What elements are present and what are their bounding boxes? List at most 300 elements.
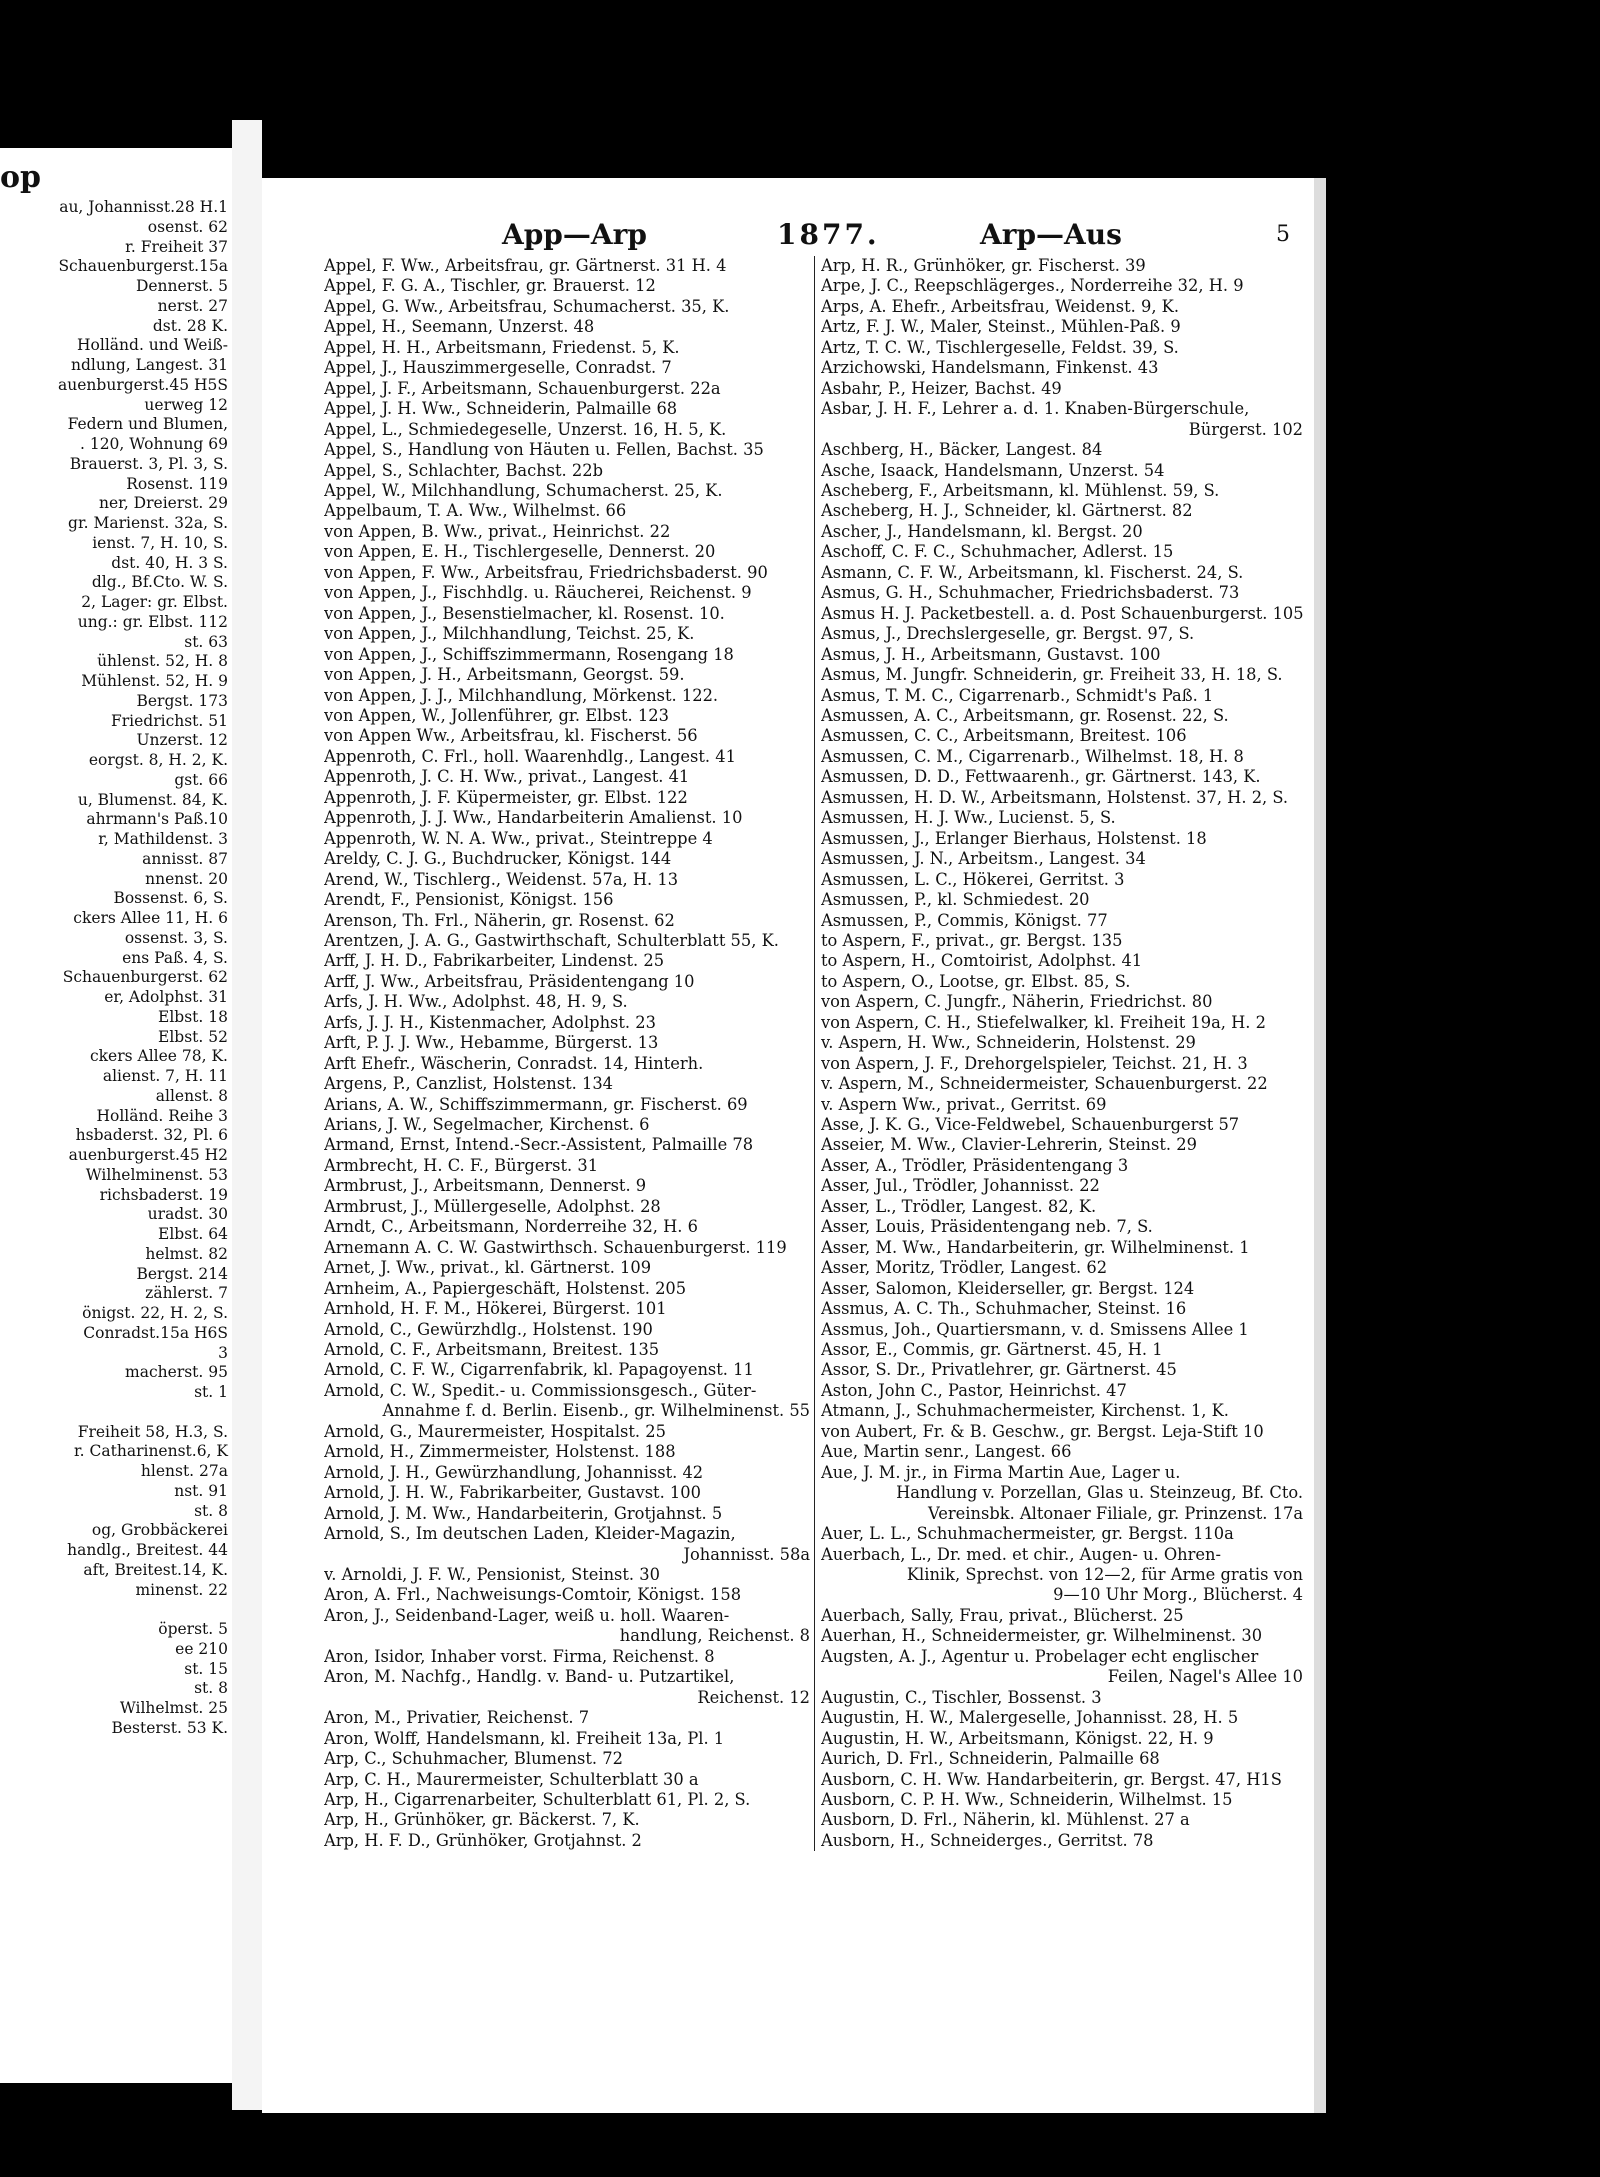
directory-entry [821, 1340, 1307, 1360]
directory-entry [821, 1258, 1307, 1278]
entry-continuation: Klinik, Sprechst. von 12—2, für Arme gratis von [906, 1565, 1304, 1584]
directory-entry [821, 726, 1307, 746]
entry-text: Appel, F. Ww., Arbeitsfrau, gr. Gärtnerst. 31 H. 4 [324, 256, 727, 275]
left-page-line: ahrmann's Paß.10 [86, 810, 228, 829]
directory-entry [324, 420, 814, 440]
entry-text: Arnold, C. F., Arbeitsmann, Breitest. 135 [324, 1340, 660, 1360]
directory-entry [324, 665, 814, 685]
entry-text: Asmus H. J. Packetbestell. a. d. Post Schauenburgerst. 105 [821, 603, 1304, 623]
directory-entry [821, 911, 1307, 931]
entry-text: Aston, John C., Pastor, Heinrichst. 47 [821, 1380, 1127, 1400]
entry-text: Asmussen, L. C., Hökerei, Gerritst. 3 [821, 869, 1125, 889]
entry-text: Arnold, C., Gewürzhdlg., Holstenst. 190 [324, 1319, 653, 1339]
directory-entry [821, 338, 1307, 358]
left-page-line: er, Adolphst. 31 [104, 988, 228, 1006]
left-page-line: u, Blumenst. 84, K. [77, 790, 228, 809]
directory-entry [821, 1401, 1307, 1421]
left-page-line: Unzerst. 12 [136, 731, 228, 750]
entry-text: Armbrust, J., Arbeitsmann, Dennerst. 9 [324, 1176, 647, 1196]
directory-entry [324, 1422, 814, 1442]
left-page-line: Mühlenst. 52, H. 9 [81, 672, 228, 690]
left-page-line: Bergst. 173 [136, 691, 228, 710]
entry-text: Asche, Isaack, Handelsmann, Unzerst. 54 [821, 460, 1165, 480]
entry-text: Assmus, Joh., Quartiersmann, v. d. Smissens Allee 1 [821, 1319, 1249, 1339]
directory-entry [821, 1708, 1307, 1728]
directory-entry [324, 1360, 814, 1380]
entry-text: Asmussen, P., Commis, Königst. 77 [821, 910, 1108, 930]
directory-entry [324, 563, 814, 583]
entry-text: Appelbaum, T. A. Ww., Wilhelmst. 66 [324, 501, 627, 521]
directory-entry [324, 1279, 814, 1299]
left-page-line: og, Grobbäckerei [91, 1521, 228, 1540]
directory-entry [324, 1483, 814, 1503]
header-year: 1877. [777, 218, 880, 251]
left-page-line: hsbaderst. 32, Pl. 6 [75, 1126, 228, 1145]
left-page-line: nst. 91 [174, 1481, 228, 1500]
entry-text: Asmus, M. Jungfr. Schneiderin, gr. Freiheit 33, H. 18, S. [821, 665, 1283, 685]
directory-entry [821, 256, 1307, 276]
entry-text: von Appen, J. H., Arbeitsmann, Georgst. 59. [324, 665, 685, 685]
entry-text: Asmussen, P., kl. Schmiedest. 20 [821, 890, 1090, 910]
left-page-line: auenburgerst.45 H5S [58, 375, 228, 394]
left-page-line: nerst. 27 [157, 296, 228, 315]
directory-entry [324, 481, 814, 501]
entry-text: Armbrust, J., Müllergeselle, Adolphst. 28 [324, 1196, 661, 1216]
entry-text: Artz, T. C. W., Tischlergeselle, Feldst. 39, S. [821, 337, 1179, 357]
entry-text: Asmussen, J., Erlanger Bierhaus, Holstenst. 18 [821, 828, 1207, 848]
entry-text: v. Aspern, M., Schneidermeister, Schauenburgerst. 22 [821, 1074, 1268, 1094]
entry-text: Arendt, F., Pensionist, Königst. 156 [324, 890, 614, 910]
left-page-line: 2, Lager: gr. Elbst. [81, 593, 228, 611]
directory-column-right [814, 256, 1307, 1851]
right-page [262, 178, 1314, 2113]
directory-entry [324, 1095, 814, 1115]
entry-text: Asser, M. Ww., Handarbeiterin, gr. Wilhelminenst. 1 [821, 1237, 1250, 1257]
entry-text: Asmus, J. H., Arbeitsmann, Gustavst. 100 [821, 644, 1161, 664]
left-page-line: zählerst. 7 [145, 1284, 228, 1303]
entry-text: von Aspern, J. F., Drehorgelspieler, Teichst. 21, H. 3 [821, 1053, 1248, 1073]
left-page-line: hlenst. 27a [140, 1462, 228, 1480]
directory-entry [324, 1647, 814, 1667]
left-page-line: ossenst. 3, S. [124, 928, 228, 947]
left-page-line: aft, Breitest.14, K. [83, 1560, 228, 1579]
left-page-line: Elbst. 18 [158, 1007, 228, 1026]
entry-text: Asser, Jul., Trödler, Johannisst. 22 [821, 1176, 1100, 1196]
entry-text: Arnold, C. W., Spedit.- u. Commissionsgesch., Güter- [324, 1380, 757, 1400]
entry-text: Appel, L., Schmiedegeselle, Unzerst. 16, H. 5, K. [324, 419, 727, 439]
left-page-line: gst. 66 [174, 770, 228, 789]
entry-text: Aron, M., Privatier, Reichenst. 7 [324, 1708, 590, 1728]
left-page-line: osenst. 62 [147, 217, 228, 236]
left-page-line: gr. Marienst. 32a, S. [68, 514, 228, 532]
left-page-line: ndlung, Langest. 31 [71, 356, 228, 374]
directory-entry [324, 1320, 814, 1340]
entry-text: Aron, J., Seidenband-Lager, weiß u. holl. Waaren- [324, 1605, 730, 1625]
directory-entry [324, 358, 814, 378]
directory-entry [821, 972, 1307, 992]
directory-entry [821, 1013, 1307, 1033]
directory-entry [821, 1299, 1307, 1319]
directory-entry [324, 1217, 814, 1237]
left-page-line: Elbst. 52 [158, 1027, 228, 1046]
directory-entry [821, 1156, 1307, 1176]
left-page-line: dst. 28 K. [152, 316, 228, 335]
directory-entry [324, 870, 814, 890]
directory-entry [821, 379, 1307, 399]
left-page-line: allenst. 8 [155, 1086, 228, 1105]
directory-entry [821, 1463, 1307, 1524]
entry-text: Auerbach, L., Dr. med. et chir., Augen- u. Ohren- [821, 1544, 1222, 1564]
directory-entry [324, 1524, 814, 1565]
directory-entry [821, 1217, 1307, 1237]
directory-entry [821, 1381, 1307, 1401]
entry-continuation: Handlung v. Porzellan, Glas u. Steinzeug, Bf. Cto. [896, 1483, 1304, 1503]
directory-entry [821, 1422, 1307, 1442]
left-page-line: r. Catharinenst.6, K [73, 1442, 228, 1461]
header-range-left: App—Arp [502, 218, 647, 251]
left-page-line: Friedrichst. 51 [110, 711, 228, 730]
entry-text: to Aspern, F., privat., gr. Bergst. 135 [821, 930, 1123, 950]
entry-text: Atmann, J., Schuhmachermeister, Kirchenst. 1, K. [821, 1401, 1229, 1421]
entry-text: Assmus, A. C. Th., Schuhmacher, Steinst. 16 [821, 1299, 1187, 1319]
directory-entry [324, 1156, 814, 1176]
directory-entry [324, 645, 814, 665]
entry-text: Ascheberg, H. J., Schneider, kl. Gärtnerst. 82 [821, 501, 1193, 521]
entry-text: Asmus, T. M. C., Cigarrenarb., Schmidt's Paß. 1 [821, 685, 1214, 705]
entry-text: Aron, A. Frl., Nachweisungs-Comtoir, Königst. 158 [324, 1585, 742, 1605]
directory-entry [324, 1749, 814, 1769]
left-page-line: alienst. 7, H. 11 [102, 1067, 228, 1085]
directory-entry [821, 788, 1307, 808]
entry-text: Arnold, H., Zimmermeister, Holstenst. 188 [324, 1442, 676, 1462]
entry-text: Appel, H., Seemann, Unzerst. 48 [324, 317, 595, 337]
directory-entry [821, 1115, 1307, 1135]
entry-continuation: Johannisst. 58a [683, 1544, 811, 1564]
entry-text: Arnold, J. H., Gewürzhandlung, Johannisst. 42 [324, 1462, 704, 1482]
directory-entry [324, 1790, 814, 1810]
left-page-lines [0, 160, 232, 1739]
entry-text: von Appen, J., Fischhdlg. u. Räucherei, Reichenst. 9 [324, 583, 752, 603]
left-page-line: macherst. 95 [125, 1363, 228, 1382]
entry-text: Ausborn, H., Schneiderges., Gerritst. 78 [821, 1830, 1154, 1850]
entry-text: Aue, Martin senr., Langest. 66 [821, 1442, 1072, 1462]
directory-entry [324, 1238, 814, 1258]
directory-entry [821, 1197, 1307, 1217]
directory-entry [324, 583, 814, 603]
entry-continuation: Annahme f. d. Berlin. Eisenb., gr. Wilhelminenst. 55 [382, 1401, 811, 1421]
directory-entry [324, 542, 814, 562]
entry-text: Asmussen, C. C., Arbeitsmann, Breitest. 106 [821, 726, 1187, 746]
entry-text: to Aspern, H., Comtoirist, Adolphst. 41 [821, 951, 1143, 971]
header-range-right: Arp—Aus [980, 218, 1122, 251]
directory-entry [821, 1831, 1307, 1851]
directory-entry [821, 358, 1307, 378]
directory-entry [821, 808, 1307, 828]
left-page-line: r, Mathildenst. 3 [98, 830, 228, 848]
entry-text: Ascheberg, F., Arbeitsmann, kl. Mühlenst. 59, S. [821, 480, 1220, 500]
left-page-line: ung.: gr. Elbst. 112 [77, 612, 228, 631]
entry-text: Appel, J., Hauszimmergeselle, Conradst. 7 [324, 358, 672, 378]
left-page-line: st. 15 [184, 1659, 228, 1678]
directory-entry [821, 890, 1307, 910]
directory-entry [324, 1135, 814, 1155]
left-page-line: nnenst. 20 [145, 869, 228, 888]
entry-text: Arpe, J. C., Reepschlägerges., Norderreihe 32, H. 9 [821, 276, 1244, 296]
page-number: 5 [1276, 222, 1290, 247]
directory-entry [324, 1708, 814, 1728]
left-page-line: r. Freiheit 37 [125, 237, 228, 256]
entry-text: Asser, L., Trödler, Langest. 82, K. [821, 1196, 1097, 1216]
left-page-line: auenburgerst.45 H2 [68, 1146, 228, 1164]
directory-entry [324, 624, 814, 644]
left-page-line: uerweg 12 [144, 395, 228, 414]
entry-text: Asser, A., Trödler, Präsidentengang 3 [821, 1155, 1129, 1175]
entry-text: Augustin, H. W., Arbeitsmann, Königst. 22, H. 9 [821, 1728, 1214, 1748]
entry-text: von Appen, B. Ww., privat., Heinrichst. 22 [324, 521, 671, 541]
left-page-line: önigst. 22, H. 2, S. [82, 1304, 228, 1322]
entry-text: Ausborn, C. H. Ww. Handarbeiterin, gr. Bergst. 47, H1S [821, 1769, 1282, 1789]
left-page-line: eorgst. 8, H. 2, K. [88, 751, 228, 769]
directory-entry [821, 1626, 1307, 1646]
directory-entry [324, 788, 814, 808]
entry-text: Artz, F. J. W., Maler, Steinst., Mühlen-Paß. 9 [821, 317, 1181, 337]
left-page-line: 3 [218, 1343, 228, 1362]
entry-text: von Appen, E. H., Tischlergeselle, Dennerst. 20 [324, 542, 716, 562]
entry-text: Asser, Moritz, Trödler, Langest. 62 [821, 1258, 1108, 1278]
entry-text: Asmussen, D. D., Fettwaarenh., gr. Gärtnerst. 143, K. [821, 767, 1261, 787]
left-page-line: Rosenst. 119 [126, 474, 228, 493]
left-page-line: au, Johannisst.28 H.1 [59, 198, 228, 216]
left-page-line: ienst. 7, H. 10, S. [92, 533, 228, 552]
entry-text: Arenson, Th. Frl., Näherin, gr. Rosenst. 62 [324, 910, 675, 930]
left-page-line: . 120, Wohnung 69 [79, 435, 228, 453]
directory-entry [324, 1033, 814, 1053]
entry-text: Arnet, J. Ww., privat., kl. Gärtnerst. 109 [324, 1258, 652, 1278]
entry-continuation: Feilen, Nagel's Allee 10 [1107, 1667, 1304, 1687]
entry-text: Appel, J. F., Arbeitsmann, Schauenburgerst. 22a [324, 378, 721, 398]
left-page-line: handlg., Breitest. 44 [67, 1541, 228, 1559]
left-page-line: Bergst. 214 [136, 1264, 228, 1283]
directory-entry [324, 1463, 814, 1483]
directory-entry [324, 399, 814, 419]
entry-text: v. Arnoldi, J. F. W., Pensionist, Steinst. 30 [324, 1565, 660, 1584]
entry-text: Appel, S., Handlung von Häuten u. Fellen, Bachst. 35 [324, 440, 764, 460]
directory-entry [324, 931, 814, 951]
entry-text: Arend, W., Tischlerg., Weidenst. 57a, H. 13 [324, 869, 679, 889]
entry-text: Aschoff, C. F. C., Schuhmacher, Adlerst. 15 [821, 542, 1174, 562]
left-page-line: Wilhelminenst. 53 [85, 1165, 228, 1184]
directory-entry [821, 542, 1307, 562]
entry-text: Appenroth, J. F. Küpermeister, gr. Elbst. 122 [324, 787, 688, 807]
directory-entry [324, 1667, 814, 1708]
directory-entry [324, 256, 814, 276]
directory-entry [821, 706, 1307, 726]
directory-entry [821, 440, 1307, 460]
entry-text: Arnold, G., Maurermeister, Hospitalst. 25 [324, 1421, 666, 1441]
left-page-line: Federn und Blumen, [67, 415, 228, 434]
entry-text: Assor, S. Dr., Privatlehrer, gr. Gärtnerst. 45 [821, 1360, 1177, 1380]
left-page-line: dst. 40, H. 3 S. [111, 553, 228, 572]
entry-text: Augustin, C., Tischler, Bossenst. 3 [821, 1687, 1102, 1707]
left-page-line: öperst. 5 [158, 1620, 228, 1638]
directory-entry [821, 645, 1307, 665]
directory-entry [324, 726, 814, 746]
entry-text: Arnemann A. C. W. Gastwirthsch. Schauenburgerst. 119 [324, 1237, 787, 1257]
directory-entry [821, 481, 1307, 501]
directory-entry [821, 1442, 1307, 1462]
entry-text: Auerbach, Sally, Frau, privat., Blücherst. 25 [821, 1605, 1184, 1625]
entry-text: Arndt, C., Arbeitsmann, Norderreihe 32, H. 6 [324, 1217, 698, 1237]
entry-text: Arff, J. Ww., Arbeitsfrau, Präsidentengang 10 [324, 971, 695, 991]
entry-text: Aron, Wolff, Handelsmann, kl. Freiheit 13a, Pl. 1 [324, 1728, 725, 1748]
directory-entry [821, 1545, 1307, 1606]
directory-entry [821, 1647, 1307, 1688]
entry-text: Arps, A. Ehefr., Arbeitsfrau, Weidenst. 9, K. [821, 296, 1180, 316]
entry-text: Arnold, J. H. W., Fabrikarbeiter, Gustavst. 100 [324, 1483, 701, 1503]
entry-text: Asseier, M. Ww., Clavier-Lehrerin, Steinst. 29 [821, 1135, 1197, 1155]
entry-text: Armand, Ernst, Intend.-Secr.-Assistent, Palmaille 78 [324, 1135, 754, 1155]
entry-text: Asse, J. K. G., Vice-Feldwebel, Schauenburgerst 57 [821, 1115, 1240, 1135]
page-edge [1314, 178, 1326, 2113]
entry-continuation: 9—10 Uhr Morg., Blücherst. 4 [1053, 1585, 1304, 1605]
entry-text: Areldy, C. J. G., Buchdrucker, Königst. 144 [324, 849, 672, 869]
directory-entry [821, 604, 1307, 624]
directory-entry [324, 1606, 814, 1647]
left-page-line: Holländ. Reihe 3 [96, 1106, 228, 1125]
entry-text: von Appen, F. Ww., Arbeitsfrau, Friedrichsbaderst. 90 [324, 562, 768, 582]
directory-entry [324, 338, 814, 358]
directory-entry [821, 399, 1307, 440]
directory-entry [324, 1115, 814, 1135]
left-page-line [0, 1600, 232, 1620]
entry-text: Arfs, J. J. H., Kistenmacher, Adolphst. 23 [324, 1012, 656, 1032]
entry-text: Asmus, J., Drechslergeselle, gr. Bergst. 97, S. [821, 624, 1195, 644]
left-page-line: Wilhelmst. 25 [119, 1699, 228, 1717]
left-page-line: ner, Dreierst. 29 [98, 494, 228, 513]
entry-text: Arp, H. F. D., Grünhöker, Grotjahnst. 2 [324, 1830, 642, 1850]
entry-text: Aue, J. M. jr., in Firma Martin Aue, Lager u. [821, 1462, 1181, 1482]
directory-entry [324, 317, 814, 337]
left-page-line: Elbst. 64 [158, 1225, 228, 1243]
directory-entry [821, 522, 1307, 542]
directory-entry [821, 1279, 1307, 1299]
directory-entry [324, 767, 814, 787]
entry-continuation: Bürgerst. 102 [1188, 419, 1304, 439]
entry-text: Assor, E., Commis, gr. Gärtnerst. 45, H. 1 [821, 1340, 1163, 1360]
entry-text: Arff, J. H. D., Fabrikarbeiter, Lindenst. 25 [324, 951, 665, 971]
entry-text: Augsten, A. J., Agentur u. Probelager echt englischer [821, 1646, 1259, 1666]
directory-entry [324, 972, 814, 992]
entry-text: Aron, M. Nachfg., Handlg. v. Band- u. Putzartikel, [324, 1667, 735, 1687]
entry-text: Appel, J. H. Ww., Schneiderin, Palmaille 68 [324, 399, 678, 419]
directory-entry [324, 747, 814, 767]
entry-continuation: handlung, Reichenst. 8 [619, 1626, 811, 1646]
directory-entry [324, 1381, 814, 1422]
directory-entry [324, 911, 814, 931]
page-header [262, 218, 1314, 258]
left-page-line: ee 210 [175, 1639, 228, 1658]
directory-entry [821, 1238, 1307, 1258]
directory-entry [821, 317, 1307, 337]
directory-entry [821, 1135, 1307, 1155]
entry-text: Ausborn, C. P. H. Ww., Schneiderin, Wilhelmst. 15 [821, 1789, 1233, 1809]
directory-column-left [324, 256, 814, 1851]
entry-text: Asser, Salomon, Kleiderseller, gr. Bergst. 124 [821, 1278, 1195, 1298]
directory-entry [324, 1299, 814, 1319]
entry-text: von Aspern, C. H., Stiefelwalker, kl. Freiheit 19a, H. 2 [821, 1012, 1266, 1032]
entry-text: Arnold, S., Im deutschen Laden, Kleider-Magazin, [324, 1524, 736, 1544]
entry-text: von Appen, J., Besenstielmacher, kl. Rosenst. 10. [324, 603, 725, 623]
directory-entry [821, 870, 1307, 890]
entry-text: Auerhan, H., Schneidermeister, gr. Wilhelminenst. 30 [821, 1626, 1263, 1646]
entry-text: Aschberg, H., Bäcker, Langest. 84 [821, 440, 1103, 460]
directory-entry [821, 1770, 1307, 1790]
directory-entry [324, 379, 814, 399]
entry-text: Appel, G. Ww., Arbeitsfrau, Schumacherst. 35, K. [324, 296, 730, 316]
directory-entry [821, 951, 1307, 971]
entry-text: Arp, H., Cigarrenarbeiter, Schulterblatt 61, Pl. 2, S. [324, 1789, 751, 1809]
directory-entry [324, 297, 814, 317]
entry-text: Appel, S., Schlachter, Bachst. 22b [324, 460, 603, 480]
directory-entry [821, 1729, 1307, 1749]
left-page-line: Holländ. und Weiß- [77, 336, 228, 355]
book-gutter [232, 120, 262, 2110]
entry-text: Ascher, J., Handelsmann, kl. Bergst. 20 [821, 521, 1143, 541]
directory-entry [324, 706, 814, 726]
directory-entry [324, 1504, 814, 1524]
directory-entry [324, 501, 814, 521]
entry-text: Appenroth, C. Frl., holl. Waarenhdlg., Langest. 41 [324, 746, 736, 766]
entry-text: Appenroth, J. J. Ww., Handarbeiterin Amalienst. 10 [324, 808, 743, 828]
entry-text: Arp, C., Schuhmacher, Blumenst. 72 [324, 1749, 623, 1769]
directory-entry [821, 1790, 1307, 1810]
entry-text: von Appen, J. J., Milchhandlung, Mörkenst. 122. [324, 685, 719, 705]
entry-text: Asmann, C. F. W., Arbeitsmann, kl. Fischerst. 24, S. [821, 562, 1244, 582]
left-page-line: ckers Allee 78, K. [89, 1047, 228, 1066]
directory-entry [324, 1585, 814, 1605]
directory-entry [324, 1054, 814, 1074]
entry-text: Arnheim, A., Papiergeschäft, Holstenst. 205 [324, 1278, 687, 1298]
directory-entry [324, 1176, 814, 1196]
directory-entry [324, 1013, 814, 1033]
directory-entry [821, 624, 1307, 644]
entry-text: Asmussen, H. D. W., Arbeitsmann, Holstenst. 37, H. 2, S. [821, 787, 1289, 807]
entry-text: Augustin, H. W., Malergeselle, Johannisst. 28, H. 5 [821, 1708, 1239, 1728]
entry-text: Armbrecht, H. C. F., Bürgerst. 31 [324, 1155, 599, 1175]
directory-entry [821, 501, 1307, 521]
directory-entry [821, 297, 1307, 317]
directory-entry [324, 1258, 814, 1278]
left-page-line: Conradst.15a H6S [83, 1323, 228, 1342]
entry-text: Aurich, D. Frl., Schneiderin, Palmaille 68 [821, 1749, 1160, 1769]
directory-entry [324, 1831, 814, 1851]
entry-text: Auer, L. L., Schuhmachermeister, gr. Bergst. 110a [821, 1524, 1234, 1544]
entry-text: Arft Ehefr., Wäscherin, Conradst. 14, Hinterh. [324, 1053, 704, 1073]
left-page-line: annisst. 87 [142, 849, 228, 868]
entry-text: von Appen, J., Schiffszimmermann, Rosengang 18 [324, 644, 734, 664]
entry-text: Arians, J. W., Segelmacher, Kirchenst. 6 [324, 1115, 650, 1135]
entry-text: Appel, W., Milchhandlung, Schumacherst. 25, K. [324, 480, 723, 500]
left-page-line: ens Paß. 4, S. [122, 948, 228, 967]
entry-text: Arp, H. R., Grünhöker, gr. Fischerst. 39 [821, 256, 1146, 275]
entry-text: Arzichowski, Handelsmann, Finkenst. 43 [821, 358, 1159, 378]
directory-entry [324, 849, 814, 869]
entry-text: Asmussen, H. J. Ww., Lucienst. 5, S. [821, 808, 1116, 828]
entry-text: v. Aspern Ww., privat., Gerritst. 69 [821, 1094, 1107, 1114]
directory-entry [324, 686, 814, 706]
left-page-line: uradst. 30 [147, 1205, 228, 1224]
directory-entry [324, 1770, 814, 1790]
